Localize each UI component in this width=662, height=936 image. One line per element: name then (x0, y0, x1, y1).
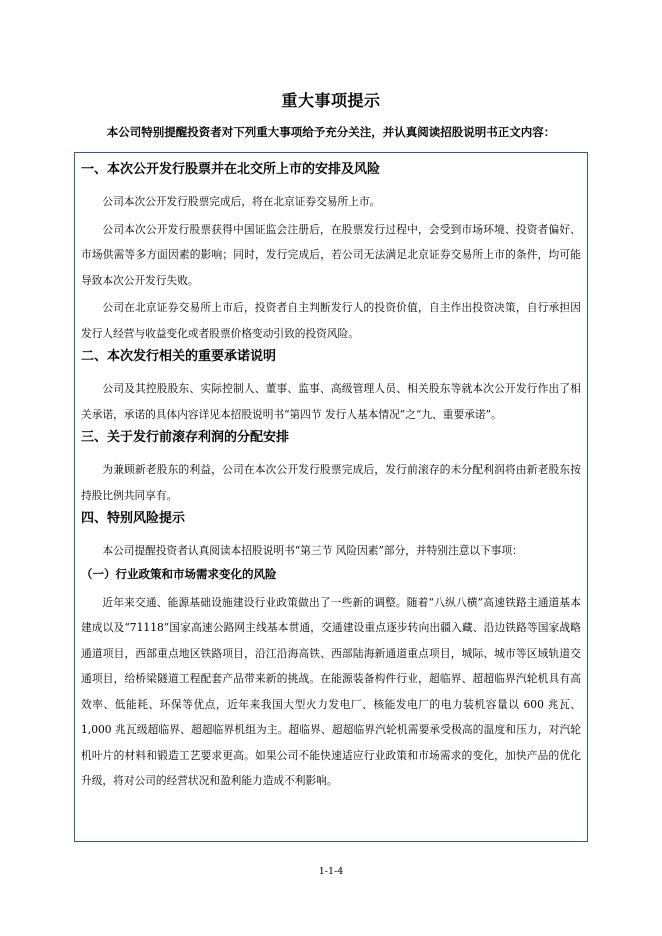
paragraph: 公司在北京证券交易所上市后，投资者自主判断发行人的投资价值，自主作出投资决策，自行承担因发行人经营与收益变化或者股票价格变动引致的投资风险。 (81, 301, 581, 340)
page-number: 1-1-4 (318, 866, 344, 877)
paragraph: 公司本次公开发行股票获得中国证监会注册后，在股票发行过程中，会受到市场环境、投资者偏好、市场供需等多方面因素的影响；同时，发行完成后，若公司无法满足北京证券交易所上市的条件，均可能导致本次公开发行失败。 (81, 222, 581, 287)
risk-subheading-policy-demand: （一）行业政策和市场需求变化的风险 (81, 566, 277, 581)
section-heading-special-risk: 四、特别风险提示 (81, 511, 186, 526)
major-matters-box (74, 152, 588, 842)
section-heading-listing-risk: 一、本次公开发行股票并在北交所上市的安排及风险 (81, 162, 381, 177)
paragraph: 为兼顾新老股东的利益，公司在本次公开发行股票完成后，发行前滚存的未分配利润将由新老股东按持股比例共同享有。 (81, 463, 581, 502)
page-title: 重大事项提示 (281, 91, 381, 110)
paragraph: 近年来交通、能源基础设施建设行业政策做出了一些新的调整。随着“八纵八横”高速铁路主通道基本建成以及“71118”国家高速公路网主线基本贯通，交通建设重点逐步转向出疆入藏、沿边铁路等国家战略通道项目，西部重点地区铁路项目，沿江沿海高铁、西部陆海新通道重点项目，城际、城市等区域轨道交通项目，给桥梁隧道工程配套产品带来新的挑战。在能源装备构件行业，超临界、超超临界汽轮机具有高效率、低能耗、环保等优点，近年来我国大型火力发电厂、核能发电厂的电力装机容量以 600 兆瓦、1,000 兆瓦级超临界、超超临界机组为主。超临界、超超临界汽轮机需要承受极高的温度和压力，对汽轮机叶片的材料和锻造工艺要求更高。如果公司不能快速适应行业政策和市场需求的变化，加快产品的优化升级，将对公司的经营状况和盈利能力造成不利影响。 (81, 595, 581, 787)
section-heading-commitments: 二、本次发行相关的重要承诺说明 (81, 349, 277, 364)
paragraph: 公司本次公开发行股票完成后，将在北京证券交易所上市。 (102, 195, 381, 208)
section-heading-retained-profit: 三、关于发行前滚存利润的分配安排 (81, 430, 290, 445)
investor-notice: 本公司特别提醒投资者对下列重大事项给予充分关注，并认真阅读招股说明书正文内容： (106, 125, 556, 139)
paragraph: 本公司提醒投资者认真阅读本招股说明书“第三节 风险因素”部分，并特别注意以下事项： (102, 544, 523, 557)
paragraph: 公司及其控股股东、实际控制人、董事、监事、高级管理人员、相关股东等就本次公开发行作出了相关承诺，承诺的具体内容详见本招股说明书“第四节 发行人基本情况”之“九、重要承诺”。 (81, 382, 581, 421)
